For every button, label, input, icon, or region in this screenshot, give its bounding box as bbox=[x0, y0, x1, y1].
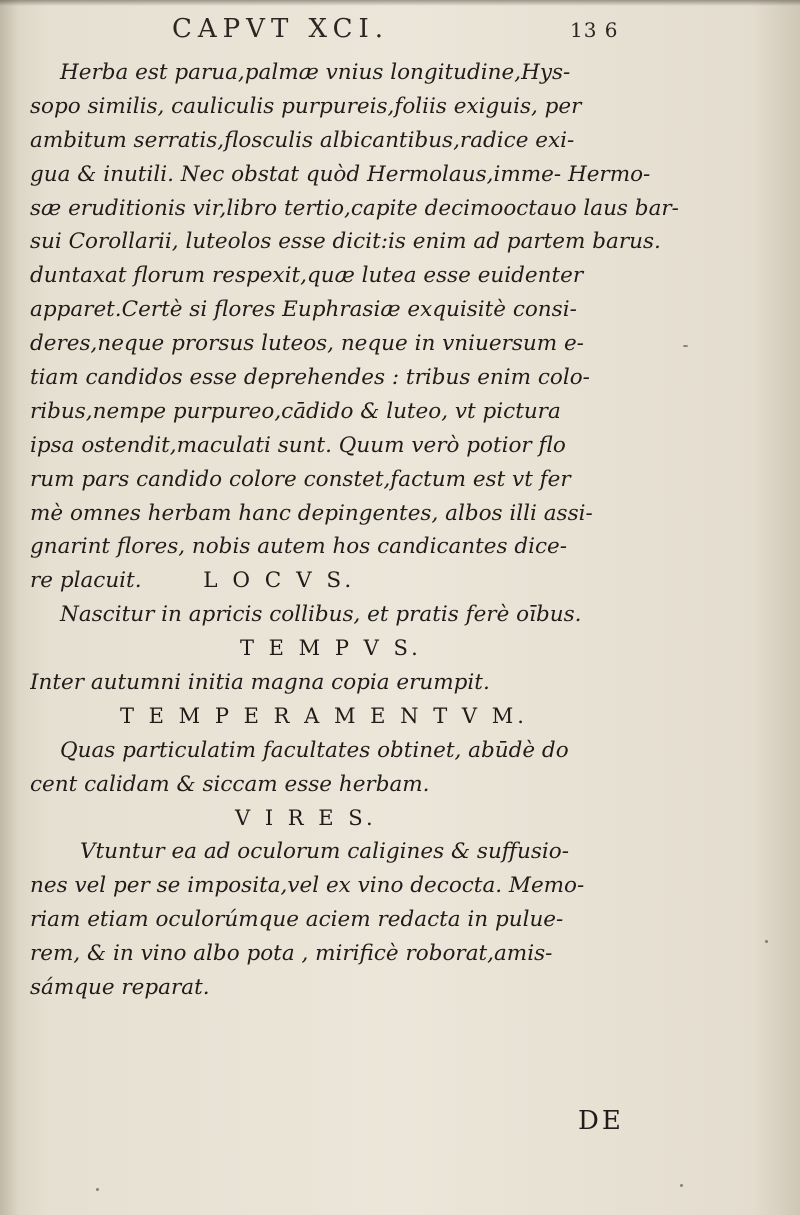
text-line: ambitum serratis,flosculis albicantibus,radice exi- bbox=[30, 127, 575, 153]
tempus-text: Inter autumni initia magna copia erumpit. bbox=[30, 670, 490, 696]
text-line: mè omnes herbam hanc depingentes, albos illi assi- bbox=[30, 500, 593, 526]
text-line: gnarint flores, nobis autem hos candicantes dice- bbox=[30, 534, 568, 560]
temperamentum-line: cent calidam & siccam esse herbam. bbox=[30, 771, 430, 797]
text-line: gua & inutili. Nec obstat quòd Hermolaus,imme- Hermo- bbox=[30, 161, 651, 187]
text-line: sopo similis, cauliculis purpureis,foliis exiguis, per bbox=[30, 93, 582, 119]
vires-line: Vtuntur ea ad oculorum caligines & suffusio- bbox=[80, 839, 569, 865]
paper-speck bbox=[96, 1188, 99, 1191]
text-line: Herba est parua,palmæ vnius longitudine,Hys- bbox=[60, 60, 571, 85]
text-line: ipsa ostendit,maculati sunt. Quum verò potior flo bbox=[30, 432, 566, 458]
text-line: deres,neque prorsus luteos, neque in vniuersum e- bbox=[30, 331, 584, 357]
running-head: CAPVT XCI. bbox=[172, 14, 390, 44]
text-line: ribus,nempe purpureo,cādido & luteo, vt pictura bbox=[30, 398, 561, 424]
text-block bbox=[30, 56, 760, 1005]
vires-line: riam etiam oculorúmque aciem redacta in pulue- bbox=[30, 907, 564, 933]
top-edge-shadow bbox=[0, 0, 800, 6]
text-line: apparet.Certè si flores Euphrasiæ exquisitè consi- bbox=[30, 297, 577, 323]
paper-speck bbox=[765, 940, 768, 943]
vires-line: nes vel per se imposita,vel ex vino decocta. Memo- bbox=[30, 873, 585, 899]
text-line: re placuit. bbox=[30, 568, 142, 594]
text-line: sæ eruditionis vir,libro tertio,capite decimooctauo laus bar- bbox=[30, 195, 679, 221]
folio-number: 13 6 bbox=[570, 18, 619, 42]
temperamentum-heading: T E M P E R A M E N T V M. bbox=[120, 703, 528, 728]
spine-shadow bbox=[0, 0, 18, 1215]
catchword: DE bbox=[578, 1106, 624, 1136]
temperamentum-line: Quas particulatim facultates obtinet, abūdè do bbox=[60, 737, 569, 763]
page-header bbox=[0, 12, 800, 52]
vires-line: sámque reparat. bbox=[30, 975, 210, 1001]
paper-speck bbox=[683, 345, 688, 347]
text-line: sui Corollarii, luteolos esse dicit:is enim ad partem barus. bbox=[30, 229, 661, 255]
text-line: duntaxat florum respexit,quæ lutea esse euidenter bbox=[30, 263, 584, 289]
text-line: tiam candidos esse deprehendes : tribus enim colo- bbox=[30, 365, 590, 391]
locus-heading: L O C V S. bbox=[203, 568, 356, 594]
text-line-with-heading bbox=[30, 564, 760, 598]
vires-line: rem, & in vino albo pota , mirificè roborat,amis- bbox=[30, 941, 553, 967]
locus-text: Nascitur in apricis collibus, et pratis ferè oībus. bbox=[60, 602, 582, 628]
paper-speck bbox=[680, 1184, 683, 1187]
text-line: rum pars candido colore constet,factum est vt fer bbox=[30, 466, 571, 492]
vires-heading: V I R E S. bbox=[235, 805, 377, 830]
tempus-heading: T E M P V S. bbox=[240, 636, 422, 661]
